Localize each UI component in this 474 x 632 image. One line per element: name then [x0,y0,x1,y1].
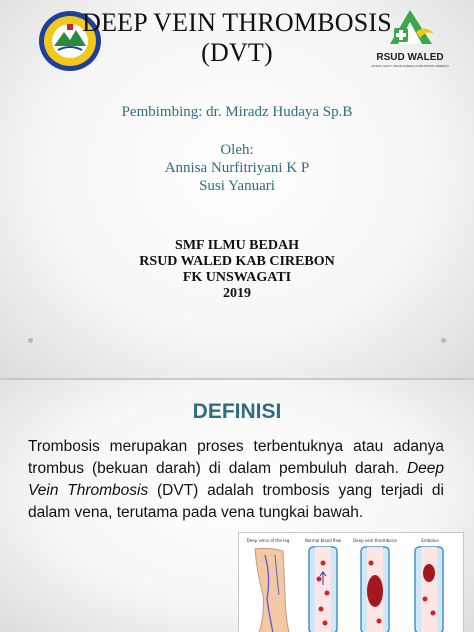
title-line-2: (DVT) [201,38,273,67]
definition-slide [0,380,474,632]
figure-label: Deep vein thrombosis [353,538,397,543]
by-label: Oleh: [220,142,254,158]
dvt-illustration [238,532,464,632]
hospital-logo-title: RSUD WALED [376,52,444,63]
hospital-text: RSUD WALED KAB CIREBON [139,254,335,269]
year-text: 2019 [223,286,251,301]
definition-text-part-1: Trombosis merupakan proses terbentuknya atau adanya trombus (bekuan darah) di dalam pembuluh darah. [28,438,444,477]
definition-paragraph [28,436,444,524]
decorative-dot [28,338,33,343]
figure-label: Deep veins of the leg [246,538,290,543]
decorative-dot [441,338,446,343]
author-name: Susi Yanuari [199,178,275,194]
faculty-text: FK UNSWAGATI [182,270,292,285]
department-text: SMF ILMU BEDAH [175,238,299,253]
dvt-figure-icon [239,533,463,632]
figure-label: Normal blood flow [304,538,342,543]
supervisor-text: Pembimbing: dr. Miradz Hudaya Sp.B [121,104,353,120]
title-line-1: DEEP VEIN THROMBOSIS [82,8,392,37]
slide-heading: DEFINISI [192,400,282,423]
slide-title [60,8,414,68]
definition-text-part-2: (DVT) adalah trombosis yang terjadi di dalam vena, terutama pada vena tungkai bawah. [28,482,444,521]
hospital-logo-subtitle: RUMAH SAKIT UMUM DAERAH KABUPATEN CIREBON [371,64,449,68]
author-name: Annisa Nurfitriyani K P [164,160,310,176]
definition-text-italic: Deep Vein Thrombosis [28,460,444,499]
figure-label: Embolus [421,538,439,543]
